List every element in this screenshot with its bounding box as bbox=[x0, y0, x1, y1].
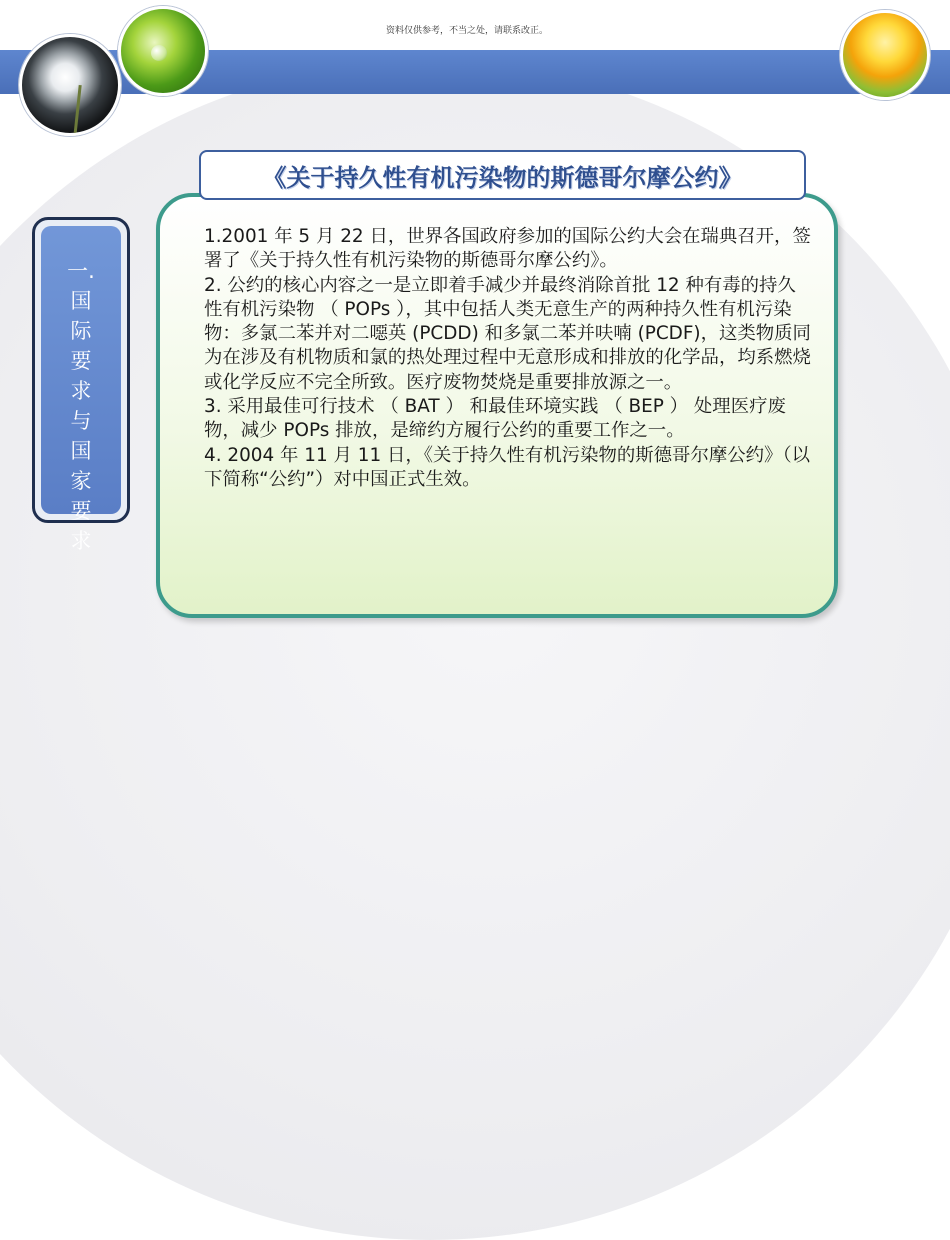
dandelion-photo bbox=[19, 34, 121, 136]
water-drop bbox=[151, 45, 167, 61]
content-paragraph: 3. 采用最佳可行技术 （ BAT ） 和最佳环境实践 （ BEP ） 处理医疗废物，减少 POPs 排放，是缔约方履行公约的重要工作之一。 bbox=[204, 396, 786, 442]
content-paragraph: 2. 公约的核心内容之一是立即着手减少并最终消除首批 12 种有毒的持久性有机污染物 （ POPs ），其中包括人类无意生产的两种持久性有机污染物：多氯二苯并对二噁英 (PCDD) 和多氯二苯并呋喃 (PCDF)，这类物质同为在涉及有机物质和氯的热处理过程中无意形成和排放的化学品，均系燃烧或化学反应不完全所致。医疗废物焚烧是重要排放源之一。 bbox=[204, 274, 811, 393]
section-label-box bbox=[32, 217, 130, 553]
green-leaf-photo bbox=[118, 6, 208, 96]
slide-title: 《关于持久性有机污染物的斯德哥尔摩公约》 bbox=[262, 163, 743, 192]
header-notice: 资料仅供参考，不当之处，请联系改正。 bbox=[386, 26, 549, 36]
section-label-char: 要 bbox=[70, 499, 92, 523]
section-label-text bbox=[51, 256, 111, 556]
section-label-char: 一. bbox=[67, 259, 95, 283]
content-text bbox=[204, 225, 814, 492]
section-label-char: 求 bbox=[70, 379, 92, 403]
dandelion-stem bbox=[73, 85, 81, 136]
section-label-char: 家 bbox=[70, 469, 92, 493]
section-label-char: 要 bbox=[70, 349, 92, 373]
section-label-char: 国 bbox=[70, 439, 92, 463]
content-paragraph: 4. 2004 年 11 月 11 日，《关于持久性有机污染物的斯德哥尔摩公约》（以下简称“公约”）对中国正式生效。 bbox=[204, 444, 810, 490]
slide-title-box bbox=[199, 150, 806, 200]
section-label-char: 国 bbox=[70, 289, 92, 313]
section-label-char: 与 bbox=[70, 409, 92, 433]
section-label-char: 求 bbox=[70, 529, 92, 553]
tulip-photo bbox=[840, 10, 930, 100]
section-label-inner bbox=[41, 226, 121, 553]
section-label-char: 际 bbox=[70, 319, 92, 343]
content-panel bbox=[156, 193, 838, 618]
content-paragraph: 1.2001 年 5 月 22 日，世界各国政府参加的国际公约大会在瑞典召开，签署了《关于持久性有机污染物的斯德哥尔摩公约》。 bbox=[204, 226, 811, 272]
